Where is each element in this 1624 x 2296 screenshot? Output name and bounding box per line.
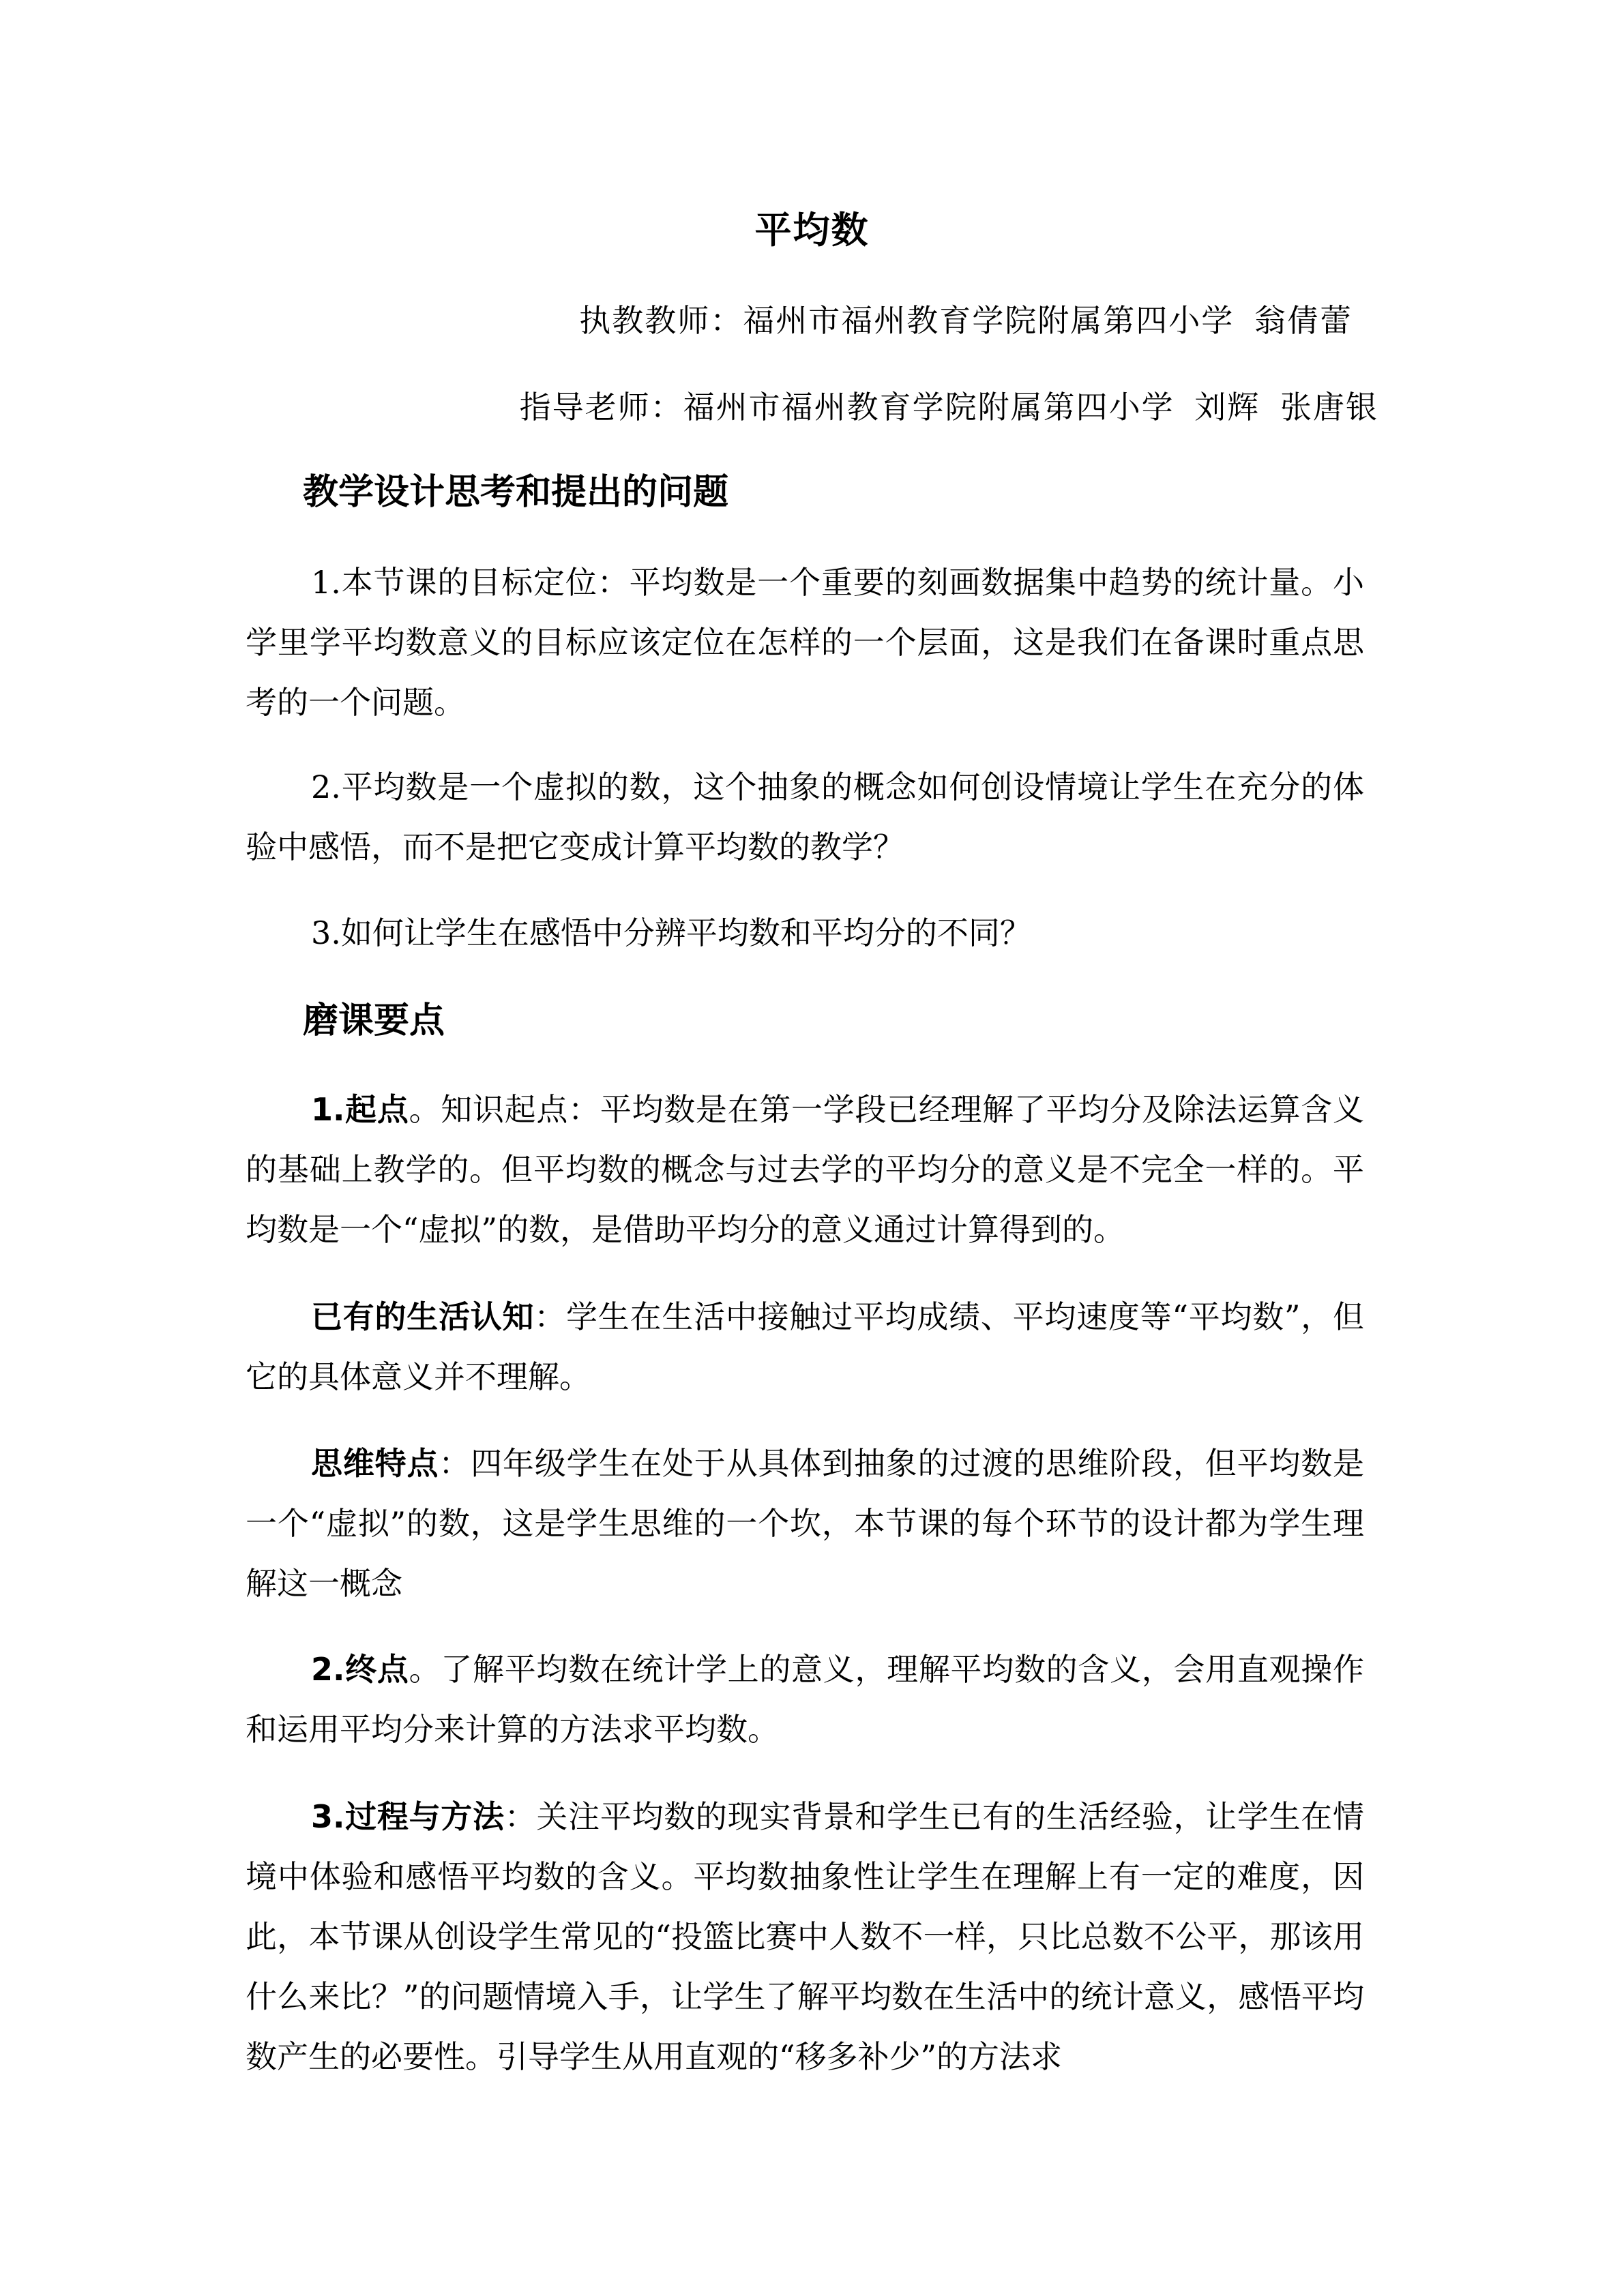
paragraph-starting-point xyxy=(246,1079,1364,1259)
section-heading-design-questions: 教学设计思考和提出的问题 xyxy=(303,472,729,513)
teacher-byline: 执教教师：福州市福州教育学院附属第四小学 翁倩蕾 xyxy=(579,302,1353,339)
paragraph-distinguish: 3.如何让学生在感悟中分辨平均数和平均分的不同？ xyxy=(311,914,1031,951)
text-thinking-features: ：四年级学生在处于从具体到抽象的过渡的思维阶段，但平均数是一个“虚拟”的数，这是学生思维的一个坎，本节课的每个环节的设计都为学生理解这一概念 xyxy=(246,1445,1364,1602)
paragraph-process-method xyxy=(246,1787,1364,2087)
advisor-byline: 指导老师：福州市福州教育学院附属第四小学 刘辉 张唐银 xyxy=(519,389,1378,426)
paragraph-virtual-number: 2.平均数是一个虚拟的数，这个抽象的概念如何创设情境让学生在充分的体验中感悟，而不是把它变成计算平均数的教学？ xyxy=(246,769,1364,865)
text-process-method: ：关注平均数的现实背景和学生已有的生活经验，让学生在情境中体验和感悟平均数的含义。平均数抽象性让学生在理解上有一定的难度，因此，本节课从创设学生常见的“投篮比赛中人数不一样，只比总数不公平，那该用什么来比？”的问题情境入手，让学生了解平均数在生活中的统计意义，感悟平均数产生的必要性。引导学生从用直观的“移多补少”的方法求 xyxy=(246,1798,1364,2075)
lead-life-cognition: 已有的生活认知 xyxy=(311,1298,535,1335)
paragraph-goal-positioning: 1.本节课的目标定位：平均数是一个重要的刻画数据集中趋势的统计量。小学里学平均数意义的目标应该定位在怎样的一个层面，这是我们在备课时重点思考的一个问题。 xyxy=(246,564,1364,721)
section-heading-key-points: 磨课要点 xyxy=(303,1000,445,1041)
text-life-cognition: ：学生在生活中接触过平均成绩、平均速度等“平均数”，但它的具体意义并不理解。 xyxy=(246,1298,1364,1395)
lead-starting-point: 1.起点 xyxy=(311,1091,409,1128)
lead-thinking-features: 思维特点 xyxy=(311,1445,439,1482)
text-end-point: 。了解平均数在统计学上的意义，理解平均数的含义，会用直观操作和运用平均分来计算的方法求平均数。 xyxy=(246,1651,1364,1748)
text-starting-point: 。知识起点：平均数是在第一学段已经理解了平均分及除法运算含义的基础上教学的。但平均数的概念与过去学的平均分的意义是不完全一样的。平均数是一个“虚拟”的数，是借助平均分的意义通过计算得到的。 xyxy=(246,1091,1364,1248)
paragraph-end-point xyxy=(246,1639,1364,1759)
paragraph-life-cognition xyxy=(246,1287,1364,1407)
lead-process-method: 3.过程与方法 xyxy=(311,1798,505,1835)
document-title: 平均数 xyxy=(754,209,870,252)
paragraph-thinking-features xyxy=(246,1433,1364,1613)
lead-end-point: 2.终点 xyxy=(311,1651,409,1688)
